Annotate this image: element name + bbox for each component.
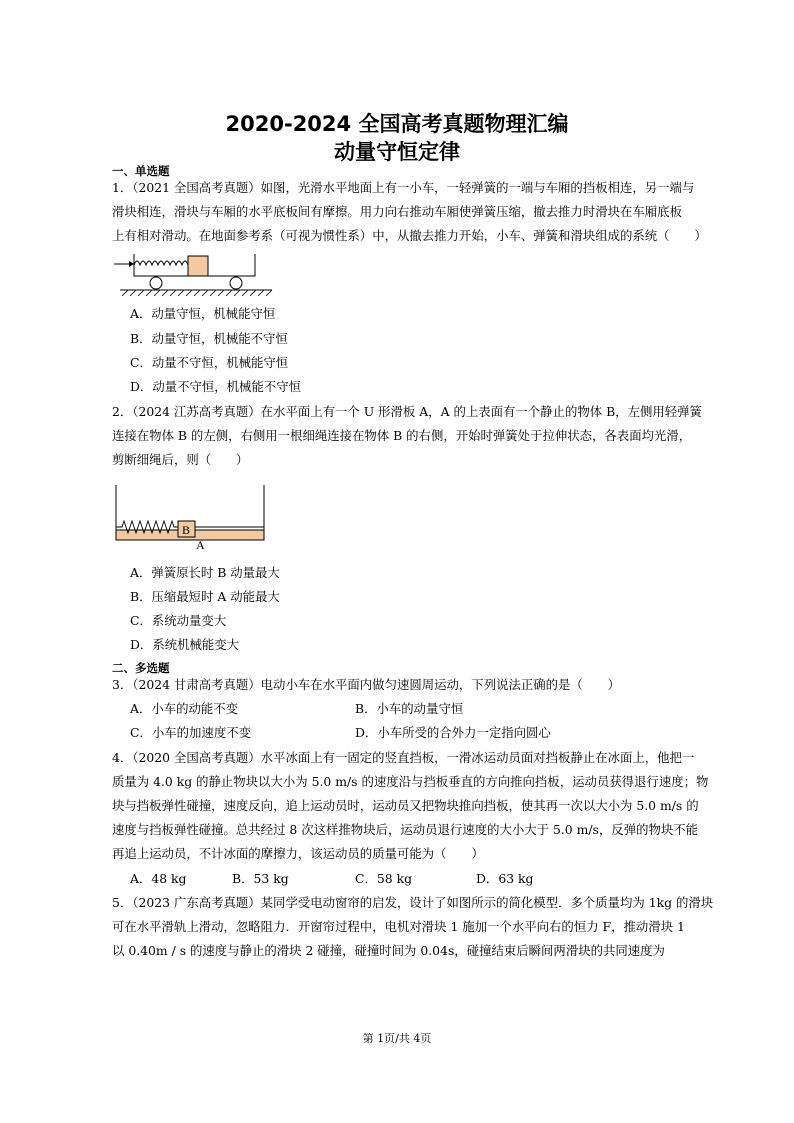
- q1-cart-figure: [110, 250, 280, 300]
- q1-option-a: A．动量守恒，机械能守恒: [130, 306, 276, 321]
- q1-option-c: C．动量不守恒，机械能守恒: [130, 355, 289, 370]
- q4-text-line-2: 质量为 4.0 kg 的静止物块以大小为 5.0 m/s 的速度沿与挡板垂直的方向推向挡板，运动员获得退行速度；物: [112, 774, 709, 789]
- q1-text-line-1: 1．（2021 全国高考真题）如图，光滑水平地面上有一小车，一轻弹簧的一端与车厢的挡板相连，另一端与: [112, 180, 695, 195]
- q2-label-b: B: [182, 523, 191, 537]
- q2-option-a: A．弹簧原长时 B 动量最大: [130, 565, 280, 580]
- section-heading-single-choice: 一、单选题: [112, 164, 170, 178]
- page-footer: 第 1页/共 4页: [362, 1032, 432, 1045]
- q4-text-line-5: 再追上运动员，不计冰面的摩擦力，该运动员的质量可能为（ ）: [112, 846, 484, 861]
- q3-option-d: D．小车所受的合外力一定指向圆心: [355, 725, 551, 740]
- q2-option-b: B．压缩最短时 A 动能最大: [130, 589, 280, 604]
- q4-option-c: C．58 kg: [355, 871, 413, 886]
- q5-text-line-1: 5．（2023 广东高考真题）某同学受电动窗帘的启发，设计了如图所示的简化模型．多个质量均为 1kg 的滑块: [112, 895, 714, 910]
- q4-text-line-1: 4．（2020 全国高考真题）水平冰面上有一固定的竖直挡板，一滑冰运动员面对挡板静止在冰面上，他把一: [112, 750, 695, 765]
- q2-text-line-2: 连接在物体 B 的左侧，右侧用一根细绳连接在物体 B 的右侧，开始时弹簧处于拉伸状态，各表面均光滑，: [112, 428, 692, 443]
- q4-option-b: B．53 kg: [232, 871, 289, 886]
- q2-label-a: A: [196, 538, 205, 552]
- q1-option-b: B．动量守恒，机械能不守恒: [130, 331, 288, 346]
- q1-text-line-2: 滑块相连，滑块与车厢的水平底板间有摩擦。用力向右推动车厢使弹簧压缩，撤去推力时滑块在车厢底板: [112, 204, 682, 219]
- q3-option-c: C．小车的加速度不变: [130, 725, 251, 740]
- document-title: 2020-2024 全国高考真题物理汇编: [225, 112, 569, 136]
- q2-text-line-1: 2．（2024 江苏高考真题）在水平面上有一个 U 形滑板 A，A 的上表面有一个静止的物体 B，左侧用轻弹簧: [112, 404, 702, 419]
- document-subtitle: 动量守恒定律: [334, 140, 460, 164]
- q4-text-line-3: 块与挡板弹性碰撞，速度反向，追上运动员时，运动员又把物块推向挡板，使其再一次以大小为 5.0 m/s 的: [112, 798, 699, 813]
- q1-text-line-3: 上有相对滑动。在地面参考系（可视为惯性系）中，从撤去推力开始，小车、弹簧和滑块组成的系统（ ）: [112, 228, 707, 243]
- q4-option-a: A．48 kg: [130, 871, 187, 886]
- q2-option-d: D．系统机械能变大: [130, 637, 240, 652]
- q2-option-c: C．系统动量变大: [130, 613, 227, 628]
- q2-text-line-3: 剪断细绳后，则（ ）: [112, 452, 249, 467]
- q1-option-d: D．动量不守恒，机械能不守恒: [130, 379, 302, 394]
- q3-option-a: A．小车的动能不变: [130, 701, 239, 716]
- q5-text-line-3: 以 0.40m / s 的速度与静止的滑块 2 碰撞，碰撞时间为 0.04s，碰撞结束后瞬间两滑块的共同速度为: [112, 943, 665, 958]
- q5-text-line-2: 可在水平滑轨上滑动，忽略阻力．开窗帘过程中，电机对滑块 1 施加一个水平向右的恒力 F，推动滑块 1: [112, 919, 685, 934]
- q3-option-b: B．小车的动量守恒: [355, 701, 464, 716]
- section-heading-multiple-choice: 二、多选题: [112, 661, 170, 675]
- q3-text-line-1: 3．（2024 甘肃高考真题）电动小车在水平面内做匀速圆周运动，下列说法正确的是（ ）: [112, 677, 620, 692]
- q4-option-d: D．63 kg: [476, 871, 534, 886]
- q2-u-board-figure: [112, 483, 272, 553]
- q4-text-line-4: 速度与挡板弹性碰撞。总共经过 8 次这样推物块后，运动员退行速度的大小大于 5.0 m/s，反弹的物块不能: [112, 822, 699, 837]
